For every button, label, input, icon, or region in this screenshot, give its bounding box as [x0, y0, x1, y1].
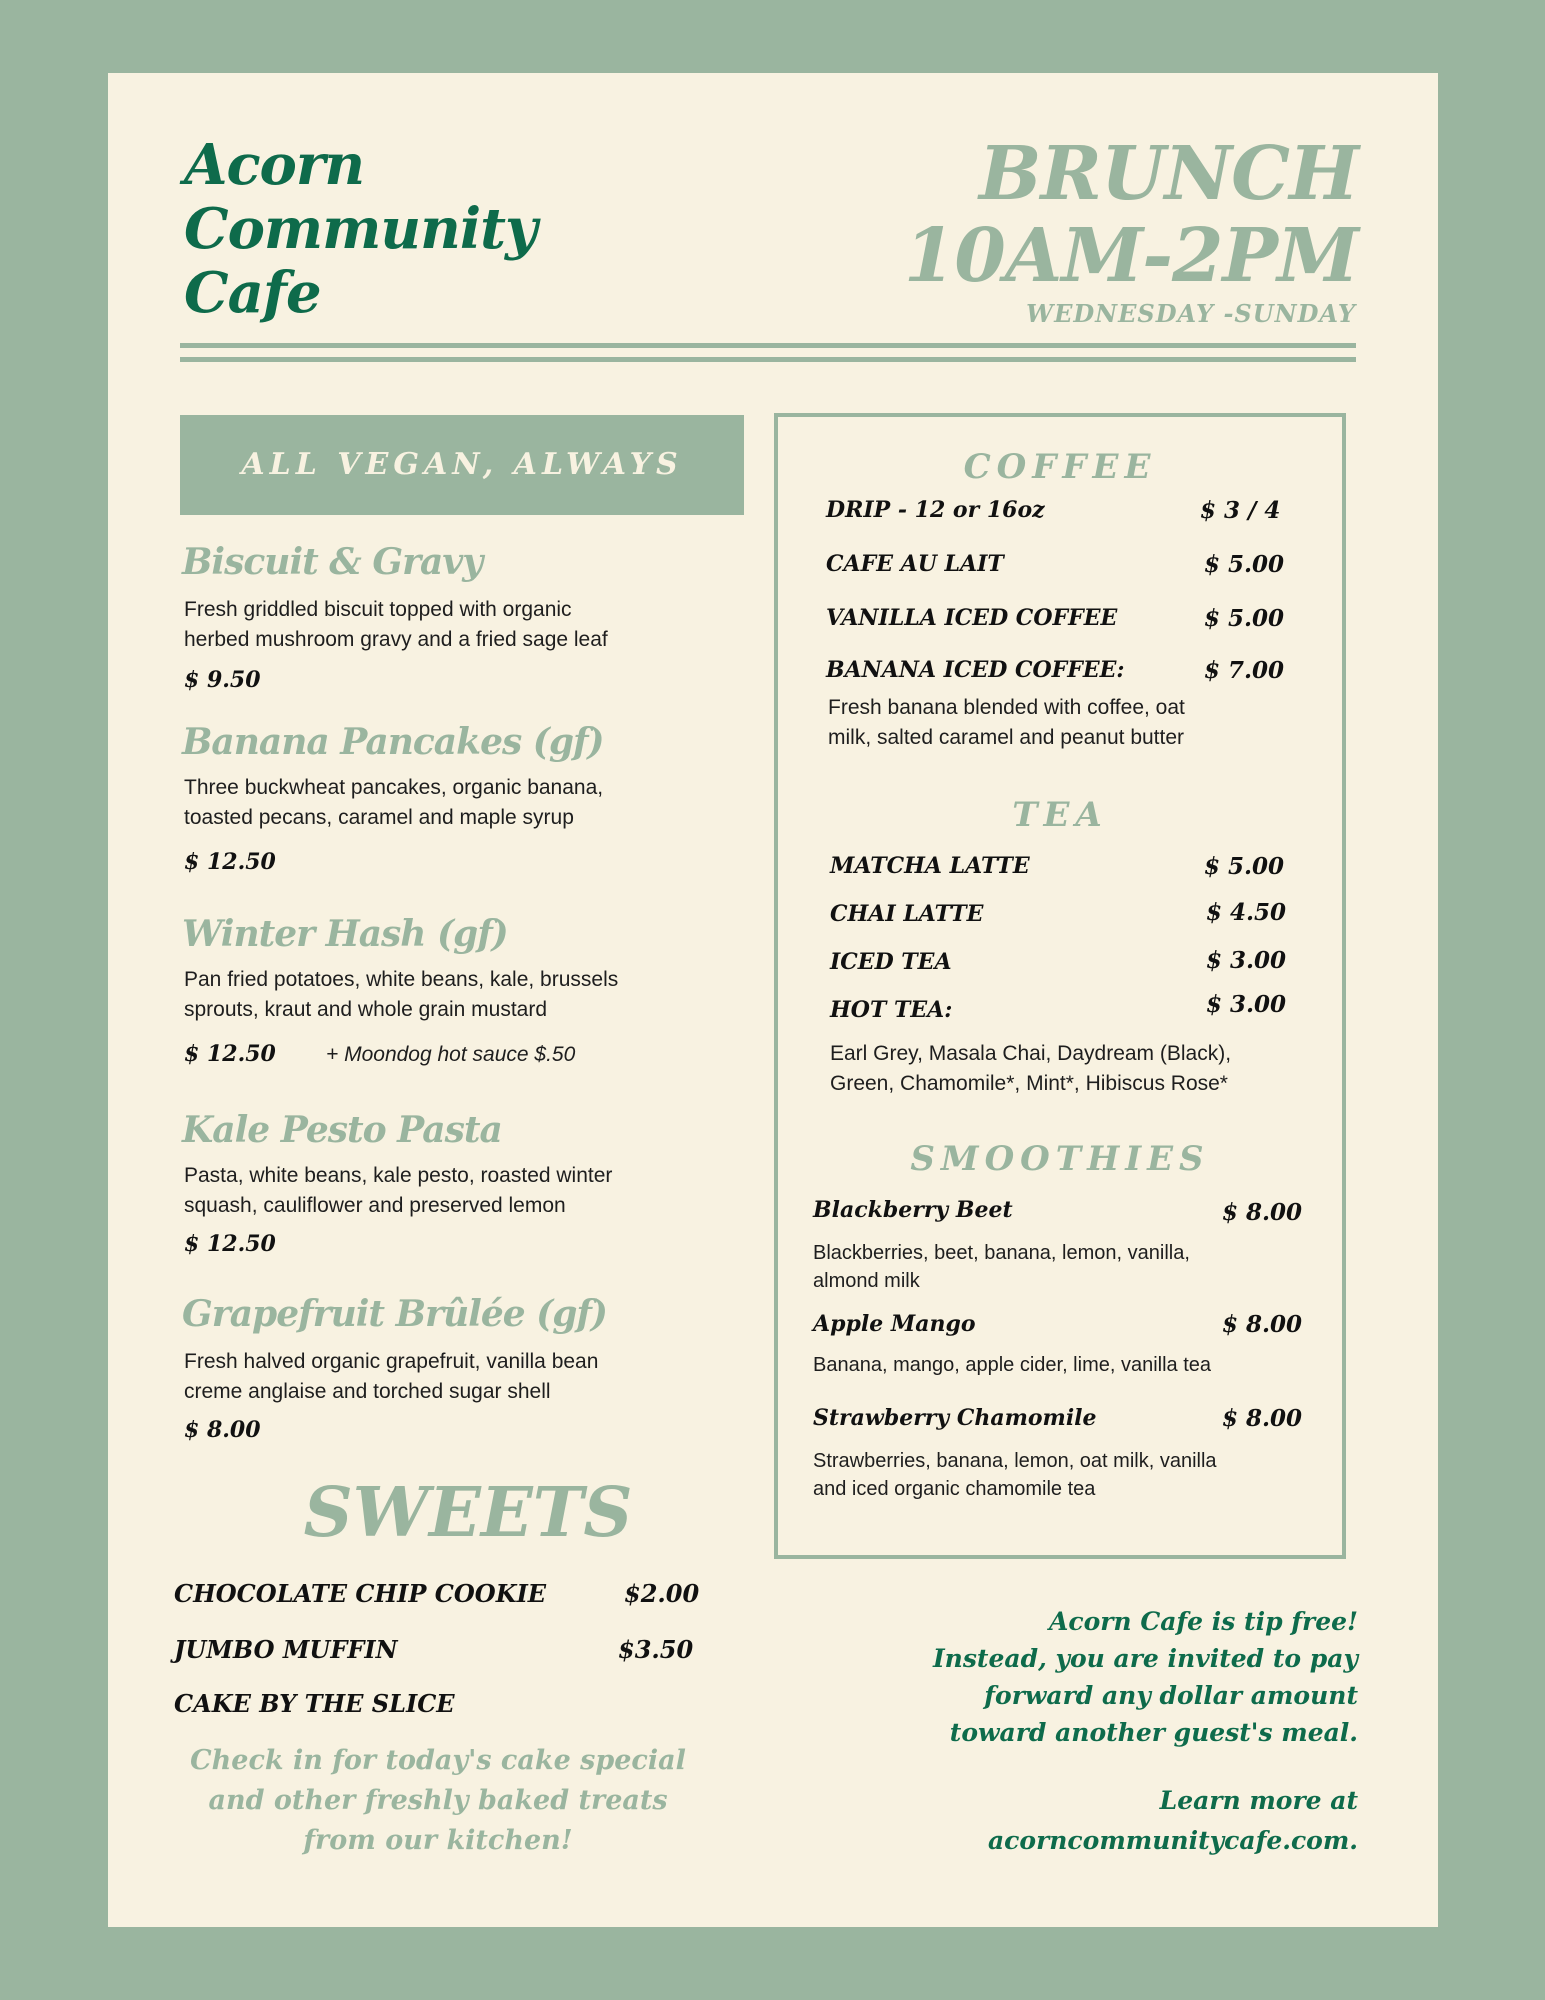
dish-desc-line: herbed mushroom gravy and a fried sage leaf	[184, 628, 608, 651]
dish-desc-line: Three buckwheat pancakes, organic banana,	[184, 776, 604, 799]
open-days: WEDNESDAY -SUNDAY	[1026, 299, 1356, 328]
smoothie-price: $ 8.00	[1222, 1405, 1303, 1432]
brunch-hours	[904, 133, 1358, 297]
dish-title: Biscuit & Gravy	[182, 541, 483, 583]
vegan-banner-text: ALL VEGAN, ALWAYS	[241, 447, 683, 482]
sweet-item-price: $2.00	[624, 1579, 700, 1608]
desc-line: Strawberries, banana, lemon, oat milk, vanilla	[813, 1450, 1217, 1472]
dish-title: Banana Pancakes (gf)	[182, 721, 604, 763]
dish-title: Winter Hash (gf)	[182, 913, 508, 955]
dish-desc-line: sprouts, kraut and whole grain mustard	[184, 998, 548, 1021]
drinks-panel	[774, 413, 1346, 1559]
header-divider-bottom	[180, 357, 1356, 362]
coffee-item-name: CAFE AU LAIT	[826, 551, 1004, 577]
desc-line: milk, salted caramel and peanut butter	[828, 726, 1185, 749]
dish-price: $ 8.00	[184, 1417, 261, 1443]
dish-addon: + Moondog hot sauce $.50	[326, 1043, 576, 1066]
dish-price: $ 12.50	[184, 849, 276, 875]
sweet-item-price: $3.50	[618, 1635, 694, 1664]
dish-price: $ 9.50	[184, 667, 261, 693]
banana-coffee-description	[828, 693, 1185, 753]
dish-price: $ 12.50	[184, 1231, 276, 1257]
desc-line: Green, Chamomile*, Mint*, Hibiscus Rose*	[830, 1072, 1228, 1095]
coffee-item-price: $ 3 / 4	[1200, 497, 1281, 524]
sweets-heading: SWEETS	[303, 1473, 633, 1553]
brunch-time: 10AM-2PM	[903, 213, 1358, 299]
smoothie-name: Strawberry Chamomile	[813, 1405, 1097, 1431]
smoothie-description	[813, 1239, 1190, 1295]
sweet-item-name: JUMBO MUFFIN	[174, 1635, 398, 1664]
smoothies-heading: SMOOTHIES	[910, 1139, 1210, 1179]
sweet-item-name: CHOCOLATE CHIP COOKIE	[174, 1579, 547, 1608]
cafe-name-line3: Cafe	[184, 260, 321, 326]
coffee-item-name: DRIP - 12 or 16oz	[826, 497, 1045, 523]
tea-item-price: $ 3.00	[1206, 991, 1287, 1018]
tea-item-price: $ 5.00	[1204, 853, 1285, 880]
dish-desc-line: toasted pecans, caramel and maple syrup	[184, 806, 574, 829]
tip-line: Acorn Cafe is tip free!	[1048, 1607, 1358, 1636]
smoothie-name: Blackberry Beet	[813, 1197, 1013, 1223]
dish-description	[184, 1347, 598, 1407]
desc-line: Banana, mango, apple cider, lime, vanilla tea	[813, 1354, 1212, 1376]
dish-desc-line: Pan fried potatoes, white beans, kale, brussels	[184, 968, 619, 991]
tip-line: Instead, you are invited to pay	[932, 1644, 1358, 1673]
desc-line: Fresh banana blended with coffee, oat	[828, 696, 1185, 719]
tip-line: forward any dollar amount	[984, 1681, 1358, 1710]
smoothie-description	[813, 1351, 1211, 1379]
desc-line: Earl Grey, Masala Chai, Daydream (Black),	[830, 1042, 1232, 1065]
coffee-item-price: $ 7.00	[1204, 657, 1285, 684]
tea-item-name: MATCHA LATTE	[830, 853, 1030, 879]
tea-item-price: $ 4.50	[1206, 899, 1287, 926]
smoothie-description	[813, 1447, 1217, 1503]
tea-item-name: CHAI LATTE	[830, 901, 984, 927]
learn-more-text: Learn more at	[1159, 1786, 1358, 1815]
dish-desc-line: squash, cauliflower and preserved lemon	[184, 1194, 566, 1217]
website-link[interactable]: acorncommunitycafe.com.	[987, 1826, 1358, 1855]
cafe-name-line1: Acorn	[184, 132, 365, 198]
coffee-item-name: BANANA ICED COFFEE:	[826, 657, 1125, 683]
tip-line: toward another guest's meal.	[949, 1718, 1358, 1747]
hot-tea-description	[830, 1039, 1231, 1099]
dish-description	[184, 965, 618, 1025]
dish-desc-line: Fresh halved organic grapefruit, vanilla bean	[184, 1350, 599, 1373]
tip-free-note	[838, 1603, 1358, 1751]
tea-item-name: ICED TEA	[830, 949, 952, 975]
tea-item-name: HOT TEA:	[830, 997, 953, 1023]
smoothie-price: $ 8.00	[1222, 1199, 1303, 1226]
tea-item-price: $ 3.00	[1206, 947, 1287, 974]
note-line: and other freshly baked treats	[208, 1785, 668, 1816]
note-line: from our kitchen!	[303, 1825, 573, 1856]
desc-line: and iced organic chamomile tea	[813, 1478, 1096, 1500]
tea-heading: TEA	[1012, 795, 1108, 835]
desc-line: almond milk	[813, 1270, 920, 1292]
dish-description	[184, 595, 608, 655]
cafe-name	[184, 133, 644, 325]
dish-title: Kale Pesto Pasta	[182, 1109, 502, 1151]
coffee-heading: COFFEE	[963, 447, 1157, 487]
dish-description	[184, 773, 603, 833]
menu-page	[108, 73, 1438, 1927]
note-line: Check in for today's cake special	[190, 1745, 686, 1776]
desc-line: Blackberries, beet, banana, lemon, vanilla,	[813, 1242, 1190, 1264]
vegan-banner	[180, 415, 744, 515]
brunch-title: BRUNCH	[978, 131, 1358, 217]
cake-special-note	[168, 1741, 708, 1861]
smoothie-price: $ 8.00	[1222, 1311, 1303, 1338]
dish-desc-line: Fresh griddled biscuit topped with organic	[184, 598, 572, 621]
coffee-item-price: $ 5.00	[1204, 605, 1285, 632]
dish-desc-line: Pasta, white beans, kale pesto, roasted winter	[184, 1164, 613, 1187]
smoothie-name: Apple Mango	[813, 1311, 976, 1337]
dish-title: Grapefruit Brûlée (gf)	[182, 1293, 607, 1335]
dish-price: $ 12.50	[184, 1041, 276, 1067]
learn-more	[838, 1781, 1358, 1861]
sweet-item-name: CAKE BY THE SLICE	[174, 1689, 455, 1718]
dish-desc-line: creme anglaise and torched sugar shell	[184, 1380, 551, 1403]
coffee-item-price: $ 5.00	[1204, 551, 1285, 578]
header-divider-top	[180, 343, 1356, 348]
coffee-item-name: VANILLA ICED COFFEE	[826, 605, 1118, 631]
cafe-name-line2: Community	[184, 196, 537, 262]
dish-description	[184, 1161, 612, 1221]
